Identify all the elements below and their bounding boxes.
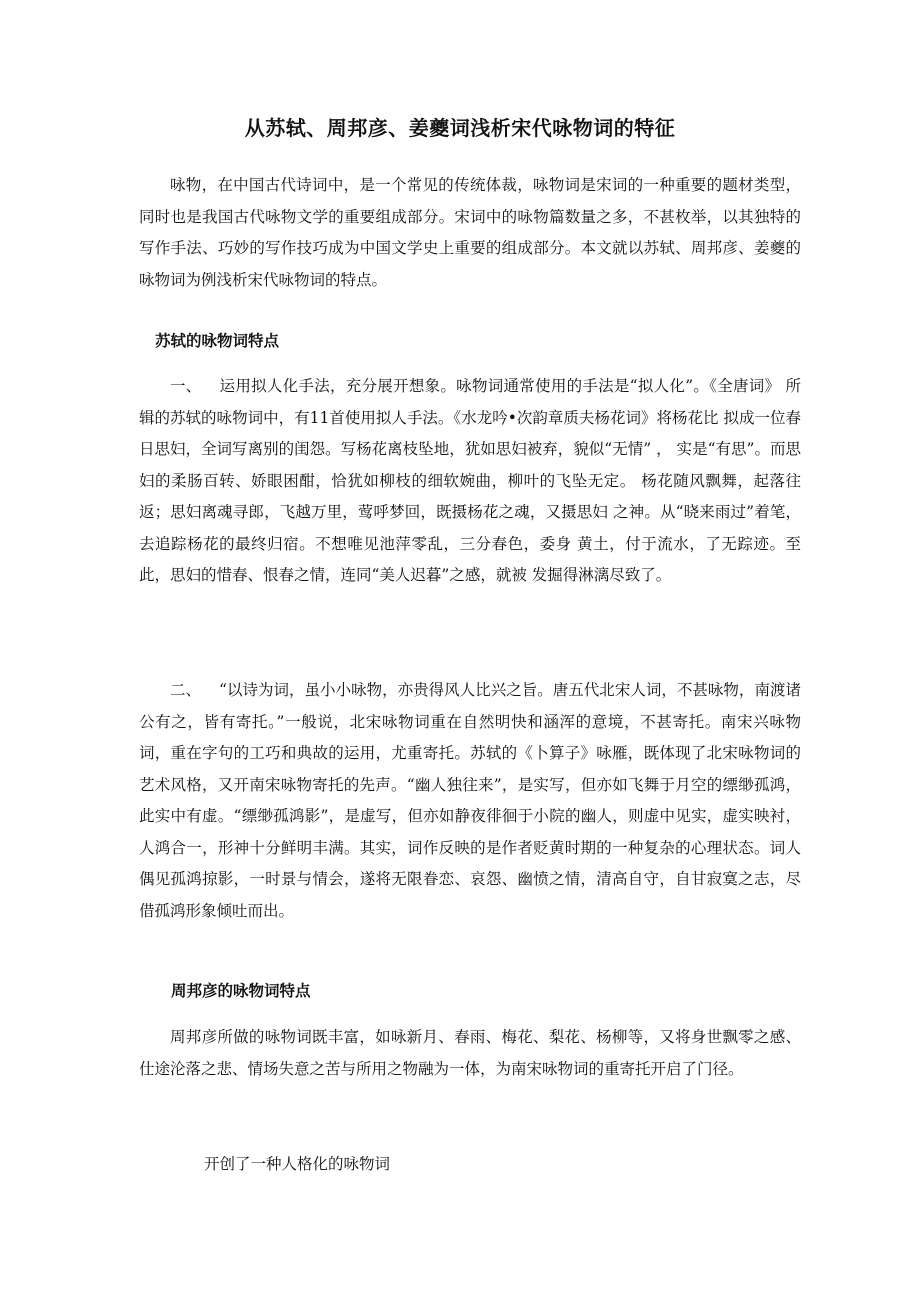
subsection-heading: 开创了一种人格化的咏物词	[204, 1155, 391, 1173]
sushi-point-1	[139, 371, 801, 592]
point-2-text: “以诗为词，虽小小咏物，亦贵得风人比兴之旨。唐五代北宋人词，不甚咏物，南渡诸公有之，皆有寄托。”一般说，北宋咏物词重在自然明快和涵浑的意境，不甚寄托。南宋兴咏物词，重在字句的工巧和典故的运用，尤重寄托。苏轼的《卜算子》咏雁，既体现了北宋咏物词的艺术风格，又开南宋咏物寄托的先声。“幽人独往来”，是实写，但亦如飞舞于月空的缥缈孤鸿，此实中有虚。“缥缈孤鸿影”，是虚写，但亦如静夜徘徊于小院的幽人，则虚中见实，虚实映衬，人鸿合一，形神十分鲜明丰满。其实，词作反映的是作者贬黄时期的一种复杂的心理状态。词人偶见孤鸿掠影，一时景与情会，遂将无限眷恋、哀怨、幽愤之情，清高自守，自甘寂寞之志，尽借孤鸿形象倾吐而出。	[139, 681, 801, 920]
section-heading-sushi: 苏轼的咏物词特点	[155, 332, 280, 350]
intro-paragraph: 咏物，在中国古代诗词中，是一个常见的传统体裁，咏物词是宋词的一种重要的题材类型，同时也是我国古代咏物文学的重要组成部分。宋词中的咏物篇数量之多，不甚枚举，以其独特的写作手法、巧妙的写作技巧成为中国文学史上重要的组成部分。本文就以苏轼、周邦彦、姜夔的咏物词为例浅析宋代咏物词的特点。	[139, 176, 801, 289]
section-heading-zhoubangyan: 周邦彦的咏物词特点	[171, 982, 311, 1000]
zhoubangyan-paragraph: 周邦彦所做的咏物词既丰富，如咏新月、春雨、梅花、梨花、杨柳等，又将身世飘零之感、仕途沦落之悲、情场失意之苦与所用之物融为一体，为南宋咏物词的重寄托开启了门径。	[139, 1028, 801, 1078]
point-2-number: 二、	[170, 681, 202, 699]
point-1-text: 运用拟人化手法，充分展开想象。咏物词通常使用的手法是“拟人化”。《全唐词》 所辑的苏轼的咏物词中，有11首使用拟人手法。《水龙吟•次韵章质夫杨花词》将杨花比 拟成一位春日思妇，全词写离别的闺怨。写杨花离枝坠地，犹如思妇被弃，貌似“无情” ， 实是“有思”。而思妇的柔肠百转、娇眼困酣，恰犹如柳枝的细软婉曲，柳叶的飞坠无定。 杨花随风飘舞，起落往返；思妇离魂寻郎，飞越万里，莺呼梦回，既摄杨花之魂，又摄思妇 之神。从“晓来雨过”着笔，去追踪杨花的最终归宿。不想唯见池萍零乱，三分春色，委身 黄土，付于流水，了无踪迹。至此，思妇的惜春、恨春之情，连同“美人迟暮”之感，就被 发掘得淋漓尽致了。	[139, 377, 801, 584]
sushi-point-2	[139, 675, 801, 927]
document-title: 从苏轼、周邦彦、姜夔词浅析宋代咏物词的特征	[244, 116, 676, 140]
point-1-number: 一、	[170, 377, 202, 395]
